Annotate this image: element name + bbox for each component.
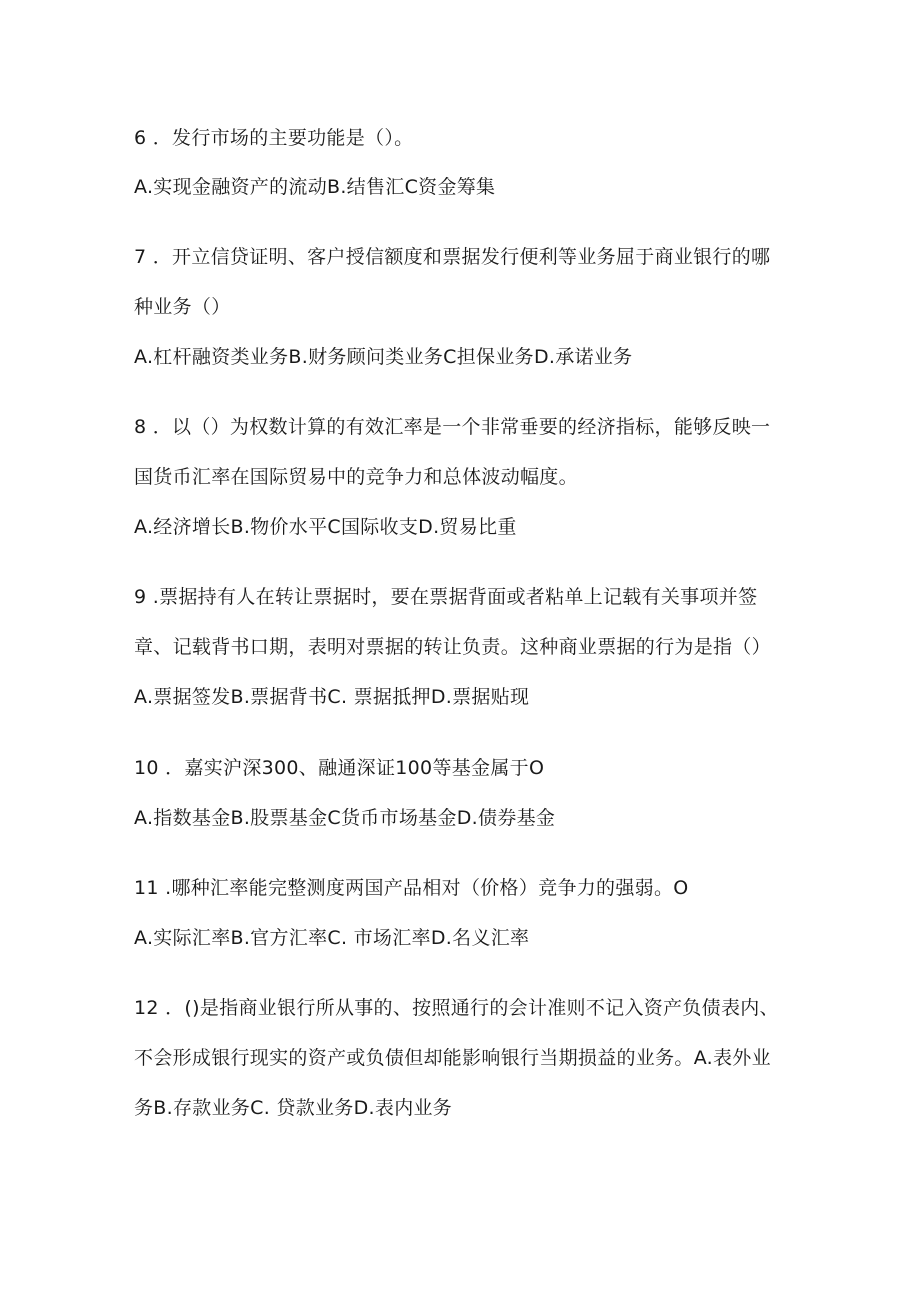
question-8-options: A.经济增长B.物价水平C国际收支D.贸易比重 xyxy=(134,516,517,538)
question-10-text: 10 ．嘉实沪深300、融通深证100等基金属于O xyxy=(134,757,545,779)
question-9-options: A.票据签发B.票据背书C. 票据抵押D.票据贴现 xyxy=(134,686,530,708)
question-10-options: A.指数基金B.股票基金C货币市场基金D.债券基金 xyxy=(134,807,556,829)
question-12-text-line-2: 不会形成银行现实的资产或负债但却能影响银行当期损益的业务。A.表外业 xyxy=(134,1047,771,1069)
question-7-options: A.杠杆融资类业务B.财务顾问类业务C担保业务D.承诺业务 xyxy=(134,346,633,368)
question-8-text-line-2: 国货币汇率在国际贸易中的竞争力和总体波动幅度。 xyxy=(134,466,578,488)
question-9-text-line-2: 章、记载背书口期，表明对票据的转让负责。这种商业票据的行为是指（） xyxy=(134,636,771,658)
question-7-text-line-1: 7 ．开立信贷证明、客户授信额度和票据发行便利等业务屈于商业银行的哪 xyxy=(134,246,771,268)
question-9-text-line-1: 9 .票据持有人在转让票据时，要在票据背面或者粘单上记载有关事项并签 xyxy=(134,586,758,608)
question-6-text: 6 ．发行市场的主要功能是（）。 xyxy=(134,127,414,149)
question-12-text-line-3: 务B.存款业务C. 贷款业务D.表内业务 xyxy=(134,1097,453,1119)
question-11-text: 11 .哪种汇率能完整测度两国产品相对（价格）竞争力的强弱。O xyxy=(134,877,689,899)
question-8-text-line-1: 8 ．以（）为权数计算的有效汇率是一个非常垂要的经济指标，能够反映一 xyxy=(134,416,771,438)
question-12-text-line-1: 12 ．()是指商业银行所从事的、按照通行的会计准则不记入资产负债表内、 xyxy=(134,997,779,1019)
question-6-options: A.实现金融资产的流动B.结售汇C资金筹集 xyxy=(134,176,496,198)
question-11-options: A.实际汇率B.官方汇率C. 市场汇率D.名义汇率 xyxy=(134,927,530,949)
question-7-text-line-2: 种业务（） xyxy=(134,296,231,318)
